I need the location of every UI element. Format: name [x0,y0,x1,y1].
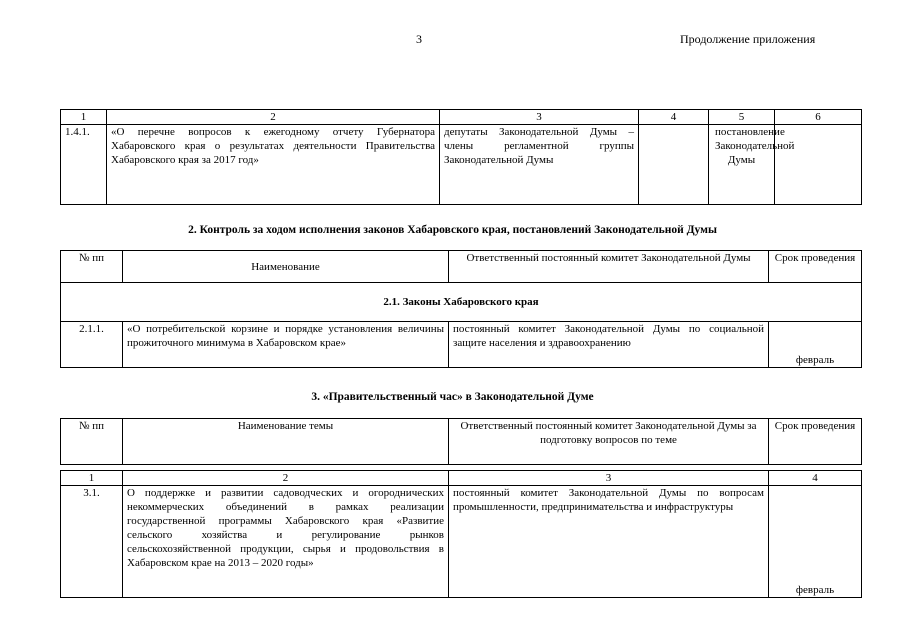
row-name: «О потребительской корзине и порядке установления величины прожиточного минимума в Хабаровском крае» [123,322,449,368]
table-header-row [61,110,862,125]
table-numbering-row [61,471,862,486]
column-header-term: Срок проведения [769,251,862,283]
table-control [60,250,862,368]
row-responsible: депутаты Законодательной Думы – члены регламентной группы Законодательной Думы [440,125,639,205]
row-number: 1.4.1. [61,125,107,205]
column-header-num: № пп [61,251,123,283]
table-government-hour-header [60,418,862,465]
column-header-name: Наименование темы [123,419,449,465]
row-col6 [775,125,862,205]
column-header-committee: Ответственный постоянный комитет Законодательной Думы за подготовку вопросов по теме [449,419,769,465]
table-header-row [61,419,862,465]
column-header-num: № пп [61,419,123,465]
column-header-committee: Ответственный постоянный комитет Законодательной Думы [449,251,769,283]
column-header: 1 [61,110,107,125]
table-row [61,322,862,368]
row-committee: постоянный комитет Законодательной Думы по вопросам промышленности, предпринимательства и инфраструктуры [449,486,769,598]
column-number: 1 [61,471,123,486]
column-header-name: Наименование [123,251,449,283]
section-3-title: 3. «Правительственный час» в Законодательной Думе [311,391,594,403]
table-legislative-plan [60,109,862,205]
column-header: 4 [639,110,709,125]
row-col4 [639,125,709,205]
subsection-title: 2.1. Законы Хабаровского края [61,283,862,322]
column-header: 5 [709,110,775,125]
column-number: 4 [769,471,862,486]
column-number: 3 [449,471,769,486]
column-header-term: Срок проведения [769,419,862,465]
continuation-label: Продолжение приложения [680,32,816,46]
row-form: постановление Законодательной Думы [709,125,775,205]
column-header: 3 [440,110,639,125]
row-term: февраль [769,322,862,368]
row-number: 2.1.1. [61,322,123,368]
section-2-title: 2. Контроль за ходом исполнения законов Хабаровского края, постановлений Законодательной Думы [188,224,717,236]
row-term: февраль [769,486,862,598]
page-number: 3 [416,32,422,46]
row-number: 3.1. [61,486,123,598]
row-name: «О перечне вопросов к ежегодному отчету Губернатора Хабаровского края о результатах деятельности Правительства Хабаровского края за 2017 год» [107,125,440,205]
column-number: 2 [123,471,449,486]
column-header: 6 [775,110,862,125]
table-row [61,125,862,205]
table-header-row [61,251,862,283]
table-government-hour [60,470,862,598]
table-row [61,283,862,322]
row-name: О поддержке и развитии садоводческих и огороднических некоммерческих объединений в рамках реализации государственной программы Хабаровского края «Развитие сельского хозяйства и регулирование рынков сельскохозяйственной продукции, сырья и продовольствия в Хабаровском крае на 2013 – 2020 годы» [123,486,449,598]
row-committee: постоянный комитет Законодательной Думы по социальной защите населения и здравоохранению [449,322,769,368]
table-row [61,486,862,598]
column-header: 2 [107,110,440,125]
